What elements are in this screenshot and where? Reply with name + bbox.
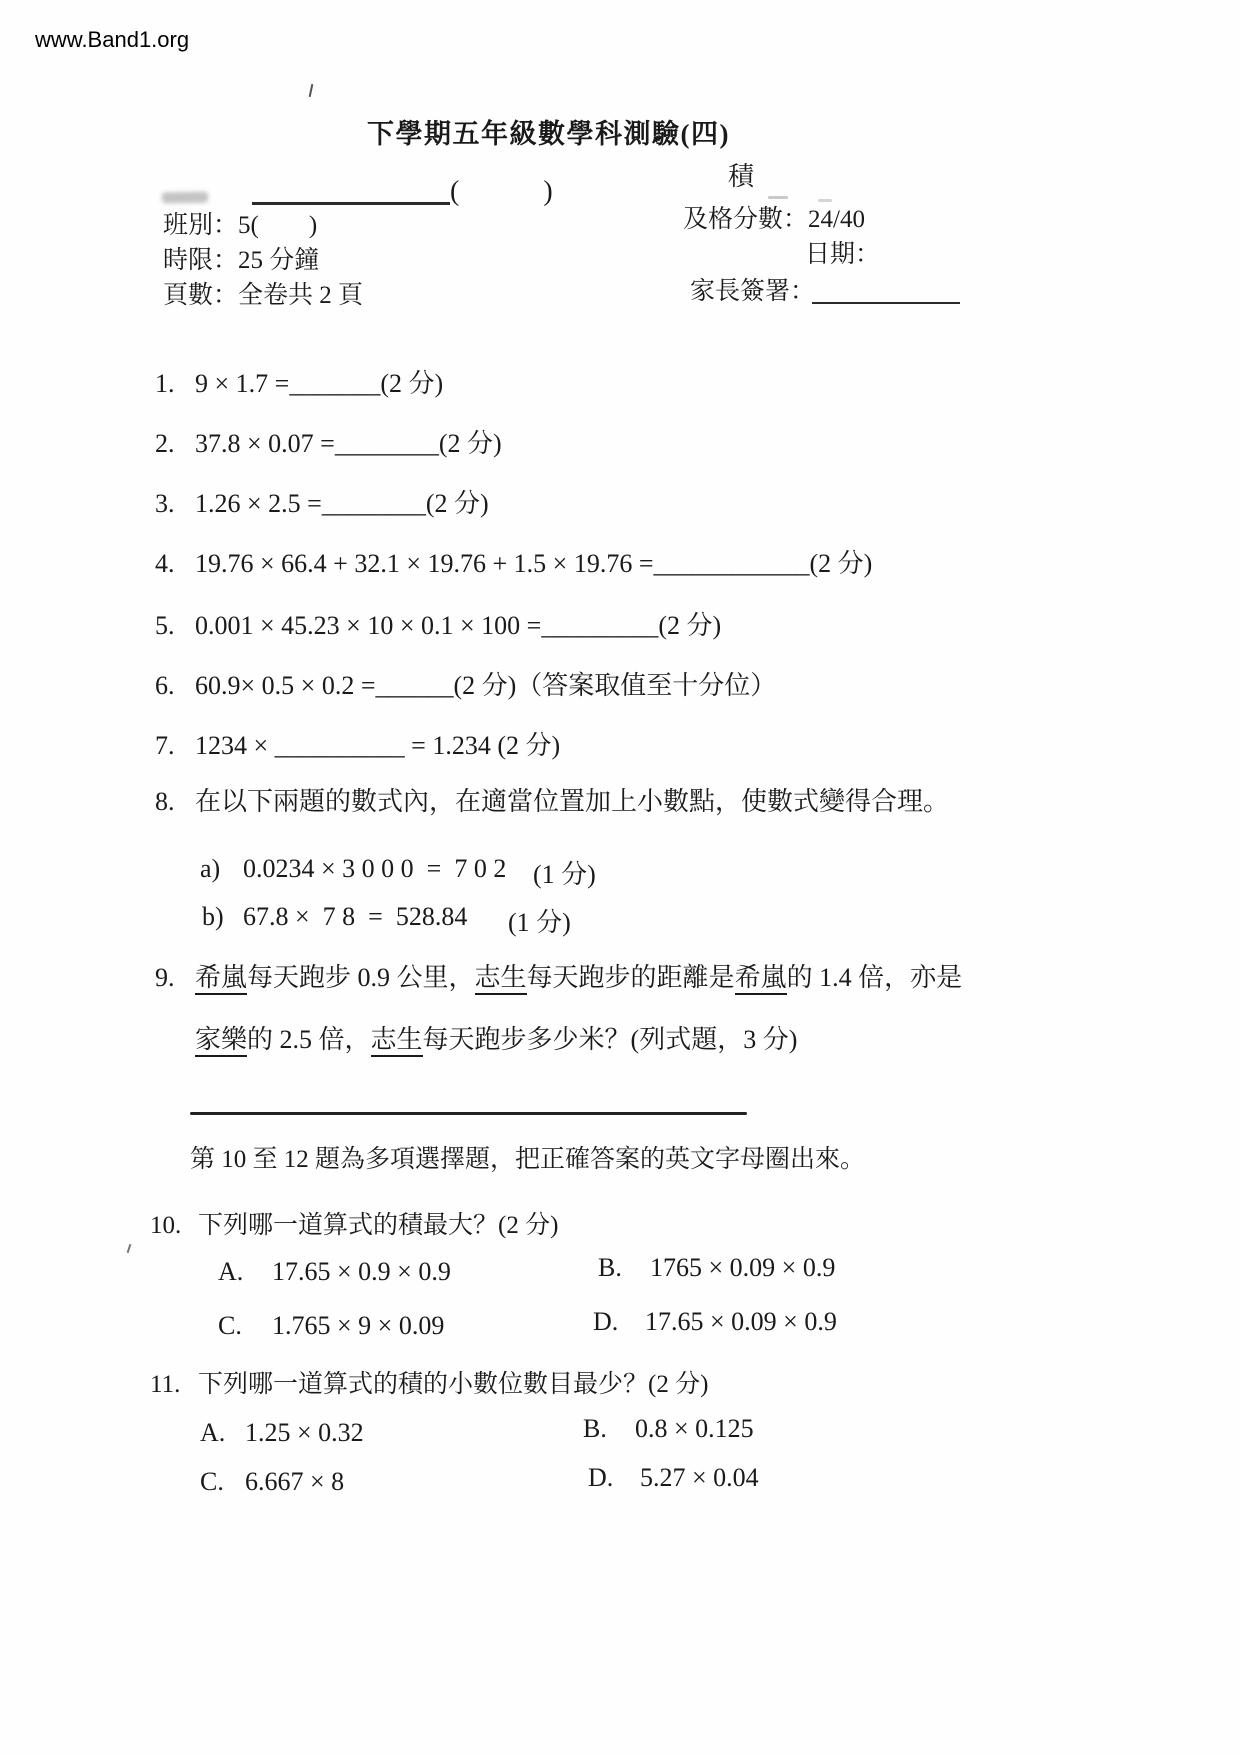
option-label: D. <box>588 1463 614 1492</box>
option-b <box>598 1252 835 1285</box>
underlined-name: 志生 <box>475 963 527 995</box>
question-number: 4. <box>155 549 175 578</box>
question-number: 10. <box>150 1212 182 1239</box>
question-number: 7. <box>155 731 175 760</box>
sub-question-expression: 0.0234 × 3 0 0 0 = 7 0 2 <box>243 854 507 883</box>
question-number: 5. <box>155 611 175 640</box>
option-label: A. <box>200 1418 226 1447</box>
question-number: 3. <box>155 489 175 518</box>
watermark: www.Band1.org <box>35 27 190 52</box>
underlined-name: 希嵐 <box>195 963 247 995</box>
question-text: 60.9× 0.5 × 0.2 =______(2 分)（答案取值至十分位） <box>195 671 777 700</box>
underlined-name: 志生 <box>371 1025 423 1057</box>
option-d <box>593 1306 837 1339</box>
option-c <box>218 1310 444 1343</box>
question-number: 8. <box>155 787 175 816</box>
option-a <box>218 1256 451 1289</box>
option-text: 1.765 × 9 × 0.09 <box>272 1311 445 1340</box>
question-row <box>155 786 949 819</box>
option-text: 1765 × 0.09 × 0.9 <box>650 1253 836 1282</box>
question-row <box>155 610 721 643</box>
question-row <box>155 670 776 703</box>
question-row <box>155 488 489 521</box>
score-label: 積 <box>728 162 755 191</box>
question-row <box>155 368 443 401</box>
page-title: 下學期五年級數學科測驗(四) <box>367 119 730 149</box>
section-divider <box>190 1112 747 1115</box>
question-row <box>155 548 872 581</box>
option-a <box>200 1417 364 1450</box>
sub-question-expression: 67.8 × 7 8 = 528.84 <box>243 902 468 931</box>
question-number: 6. <box>155 671 175 700</box>
question-stem: 下列哪一道算式的積的小數位數目最少？(2 分) <box>198 1371 709 1398</box>
option-label: D. <box>593 1307 619 1336</box>
underlined-name: 家樂 <box>195 1025 247 1057</box>
scan-artifact <box>309 84 314 97</box>
option-text: 1.25 × 0.32 <box>245 1418 364 1447</box>
option-c <box>200 1466 344 1499</box>
question-text: 9 × 1.7 =_______(2 分) <box>195 369 444 398</box>
option-label: B. <box>583 1414 607 1443</box>
parent-signature-label: 家長簽署： <box>690 278 816 305</box>
question-text: 在以下兩題的數式內，在適當位置加上小數點，使數式變得合理。 <box>195 787 950 816</box>
question-number: 2. <box>155 429 175 458</box>
illegible-name-label <box>162 192 208 204</box>
question-number: 11. <box>150 1371 181 1398</box>
question-row <box>155 962 962 995</box>
question-number: 1. <box>155 369 175 398</box>
pages-label: 頁數：全卷共 2 頁 <box>163 282 364 309</box>
date-label: 日期： <box>805 241 881 268</box>
sub-question-marks: (1 分) <box>533 860 596 889</box>
sub-question-b <box>202 902 962 937</box>
option-text: 17.65 × 0.9 × 0.9 <box>272 1257 451 1286</box>
signature-underline <box>812 282 960 304</box>
pass-score-label: 及格分數：24/40 <box>683 206 865 233</box>
question-text: 希嵐每天跑步 0.9 公里，志生每天跑步的距離是希嵐的 1.4 倍，亦是 <box>195 962 962 995</box>
time-limit-label: 時限：25 分鐘 <box>163 247 320 274</box>
question-text: 19.76 × 66.4 + 32.1 × 19.76 + 1.5 × 19.76 =____________(2 分) <box>195 549 873 578</box>
question-row-continued <box>195 1024 797 1057</box>
option-text: 0.8 × 0.125 <box>635 1414 754 1443</box>
question-number: 9. <box>155 963 175 992</box>
question-stem: 下列哪一道算式的積最大？(2 分) <box>198 1212 559 1239</box>
question-text: 37.8 × 0.07 =________(2 分) <box>195 429 502 458</box>
scan-artifact <box>768 196 788 199</box>
underlined-name: 希嵐 <box>735 963 787 995</box>
sub-question-a <box>200 854 960 889</box>
scan-artifact <box>818 199 832 202</box>
option-text: 5.27 × 0.04 <box>640 1463 759 1492</box>
question-row <box>150 1210 558 1241</box>
question-text: 1234 × __________ = 1.234 (2 分) <box>195 731 561 760</box>
option-label: C. <box>200 1467 224 1496</box>
question-row <box>155 730 560 763</box>
sub-question-marks: (1 分) <box>508 908 571 937</box>
name-class-parens: ( ) <box>450 176 553 207</box>
mcq-section-note: 第 10 至 12 題為多項選擇題，把正確答案的英文字母圈出來。 <box>190 1146 866 1173</box>
option-b <box>583 1413 754 1446</box>
sub-question-label: a) <box>200 854 221 883</box>
option-text: 6.667 × 8 <box>245 1467 345 1496</box>
question-text: 家樂的 2.5 倍，志生每天跑步多少米？(列式題，3 分) <box>195 1024 797 1057</box>
scan-artifact <box>127 1244 132 1253</box>
option-label: A. <box>218 1257 244 1286</box>
question-row <box>150 1369 708 1400</box>
question-row <box>155 428 502 461</box>
class-label: 班別：5( ) <box>163 212 318 239</box>
option-text: 17.65 × 0.09 × 0.9 <box>645 1307 837 1336</box>
question-text: 0.001 × 45.23 × 10 × 0.1 × 100 =_________(2 分) <box>195 611 722 640</box>
question-text: 1.26 × 2.5 =________(2 分) <box>195 489 489 518</box>
sub-question-label: b) <box>202 902 224 931</box>
option-label: C. <box>218 1311 242 1340</box>
option-label: B. <box>598 1253 622 1282</box>
option-d <box>588 1462 759 1495</box>
name-underline <box>252 178 450 205</box>
